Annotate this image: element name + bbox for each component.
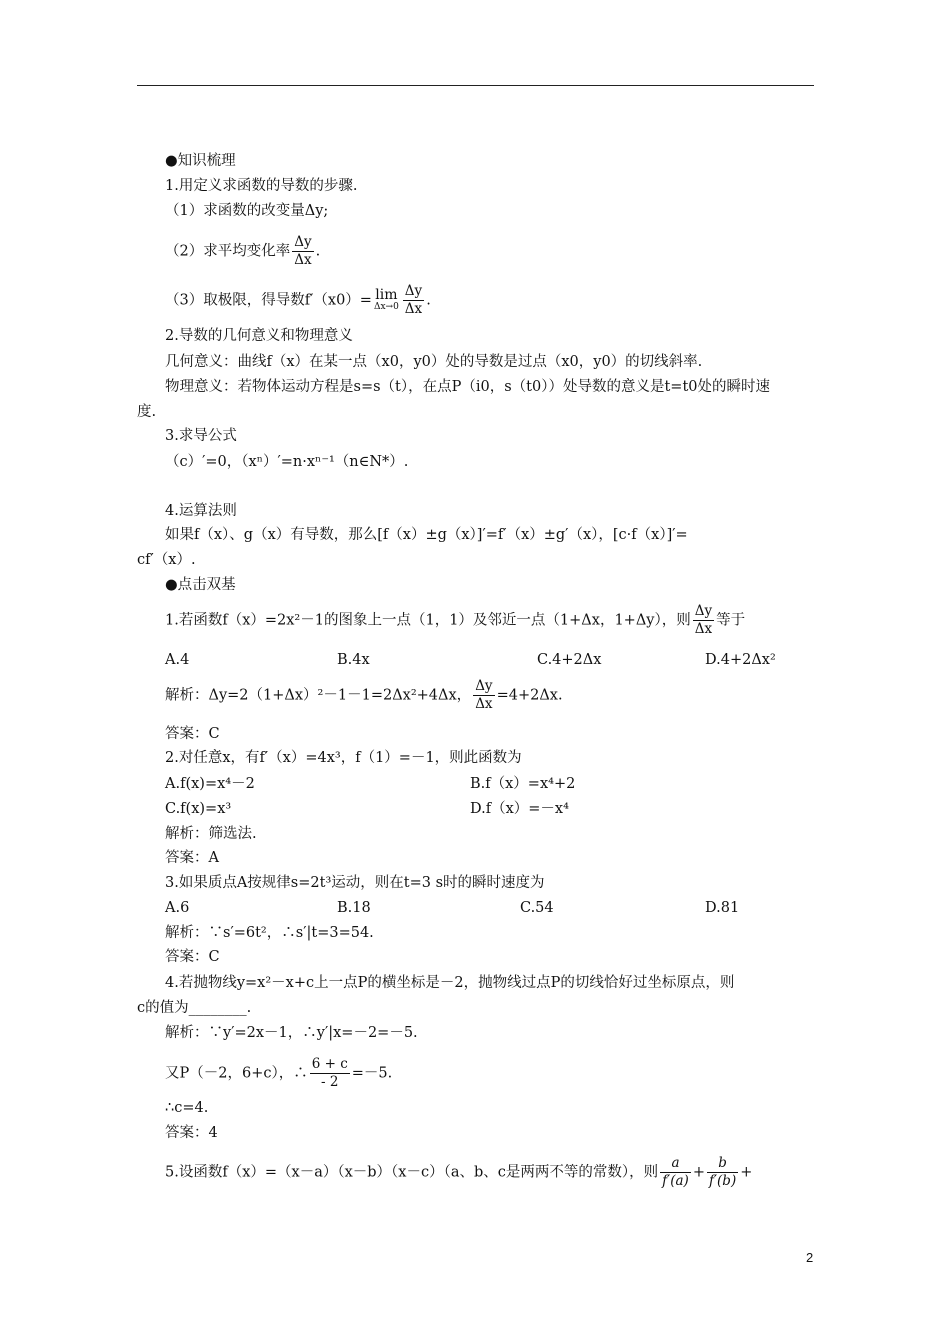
q3-option-b: B.18 <box>337 900 371 916</box>
fraction-b-over-fb: $\frac{b}{f'(b)}$ <box>708 1155 737 1189</box>
q2-option-d: D.f（x）=－x⁴ <box>470 801 569 817</box>
question-3: 3.如果质点A按规律s=2t³运动，则在t=3 s时的瞬时速度为 <box>165 875 545 891</box>
q1-solution: 解析：Δy=2（1+Δx）²－1－1=2Δx²+4Δx， $\frac{\Delta y}{\Delta x}$ =4+2Δx. <box>165 678 563 712</box>
item-2: 2.导数的几何意义和物理意义 <box>165 328 353 344</box>
step-3: （3）取极限，得导数f′（x0）= lim Δx→0 $\frac{\Delta y}{\Delta x}$ . <box>165 283 431 317</box>
limit-symbol: lim Δx→0 <box>373 286 399 312</box>
operation-rule-line2: cf′（x）. <box>137 552 196 568</box>
question-1: 1.若函数f（x）=2x²－1的图象上一点（1，1）及邻近一点（1+Δx，1+Δy），则 $\frac{\Delta y}{\Delta x}$ 等于 <box>165 603 746 637</box>
q4-solution-1: 解析：∵y′=2x－1，∴y′|x=－2=－5. <box>165 1025 418 1041</box>
question-4-line2: c的值为________. <box>137 1000 252 1016</box>
q1-option-c: C.4+2Δx <box>537 652 602 668</box>
q2-solution: 解析：筛选法. <box>165 826 257 842</box>
item-3: 3.求导公式 <box>165 428 237 444</box>
question-2: 2.对任意x，有f′（x）=4x³，f（1）=－1，则此函数为 <box>165 750 522 766</box>
step-2: （2）求平均变化率 $\frac{\Delta y}{\Delta x}$ . <box>165 234 321 268</box>
q4-solution-3: ∴c=4. <box>165 1100 209 1116</box>
fraction-a-over-fa: $\frac{a}{f'(a)}$ <box>662 1155 689 1189</box>
fraction-dy-dx-limit: $\frac{\Delta y}{\Delta x}$ <box>404 283 423 317</box>
q2-option-b: B.f（x）=x⁴+2 <box>470 776 576 792</box>
geometric-meaning: 几何意义：曲线f（x）在某一点（x0，y0）处的导数是过点（x0，y0）的切线斜率. <box>165 354 703 370</box>
fraction-dy-dx-sol: $\frac{\Delta y}{\Delta x}$ <box>475 678 493 712</box>
q2-option-c: C.f(x)=x³ <box>165 801 232 817</box>
fraction-6c-over-minus2: $\frac{6 + c}{- 2}$ <box>311 1056 348 1090</box>
section-title-basics: ●点击双基 <box>165 577 236 593</box>
item-4: 4.运算法则 <box>165 503 237 519</box>
q3-option-a: A.6 <box>165 900 190 916</box>
q1-answer: 答案：C <box>165 726 220 742</box>
fraction-dy-dx-q1: $\frac{\Delta y}{\Delta x}$ <box>694 603 713 637</box>
q2-option-a: A.f(x)=x⁴－2 <box>165 776 255 792</box>
section-title-knowledge: ●知识梳理 <box>165 153 236 169</box>
q1-option-b: B.4x <box>337 652 370 668</box>
q1-option-d: D.4+2Δx² <box>705 652 776 668</box>
question-5: 5.设函数f（x）=（x－a）（x－b）（x－c）（a、b、c是两两不等的常数），则 $\frac{a}{f'(a)}$ + $\frac{b}{f'(b)}$ + <box>165 1155 753 1189</box>
q4-answer: 答案：4 <box>165 1125 218 1141</box>
operation-rule-line1: 如果f（x）、g（x）有导数，那么[f（x）±g（x）]′=f′（x）±g′（x），[c·f（x）]′= <box>165 527 688 543</box>
q3-solution: 解析：∵s′=6t²，∴s′|t=3=54. <box>165 925 374 941</box>
physical-meaning-line2: 度. <box>137 404 157 420</box>
q3-option-d: D.81 <box>705 900 740 916</box>
physical-meaning-line1: 物理意义：若物体运动方程是s=s（t），在点P（i0，s（t0））处导数的意义是t=t0处的瞬时速 <box>165 379 770 395</box>
page-number: 2 <box>806 1250 814 1265</box>
item-1: 1.用定义求函数的导数的步骤. <box>165 178 358 194</box>
derivative-formula: （c）′=0，（xⁿ）′=n·xⁿ⁻¹（n∈N*）. <box>165 454 409 470</box>
q1-option-a: A.4 <box>165 652 190 668</box>
q4-solution-2: 又P（－2，6+c），∴ $\frac{6 + c}{- 2}$ =－5. <box>165 1056 393 1090</box>
header-rule <box>137 85 814 86</box>
fraction-dy-dx: $\frac{\Delta y}{\Delta x}$ <box>294 234 312 268</box>
question-4-line1: 4.若抛物线y=x²－x+c上一点P的横坐标是－2，抛物线过点P的切线恰好过坐标原点，则 <box>165 975 735 991</box>
step-1: （1）求函数的改变量Δy; <box>165 203 329 219</box>
q3-answer: 答案：C <box>165 949 220 965</box>
q3-option-c: C.54 <box>520 900 554 916</box>
q2-answer: 答案：A <box>165 850 219 866</box>
